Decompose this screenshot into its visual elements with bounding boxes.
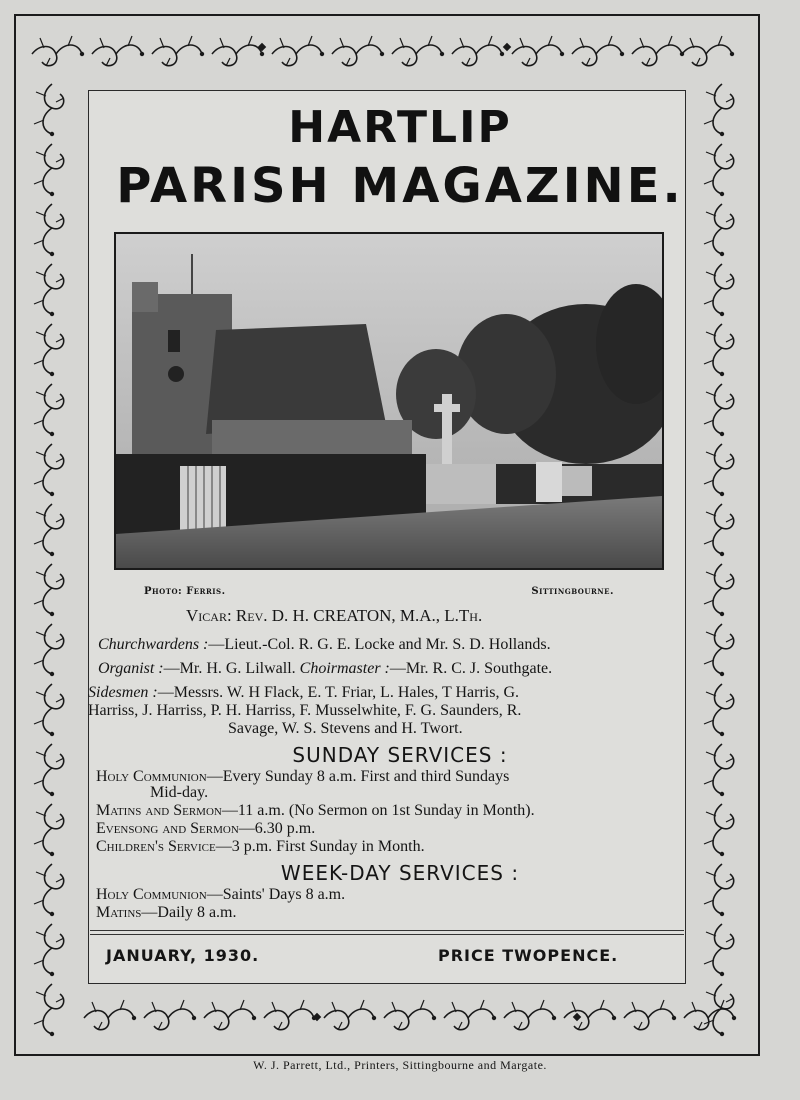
sidesmen-names-1: —Messrs. W. H Flack, E. T. Friar, L. Hales, T Harris, G. xyxy=(157,684,520,701)
sidesmen-line-1 xyxy=(88,684,519,702)
sunday-evensong-line xyxy=(96,820,315,838)
weekday-matins-label: Matins xyxy=(96,904,142,921)
printer-imprint: W. J. Parrett, Ltd., Printers, Sittingbourne and Margate. xyxy=(253,1058,547,1072)
sunday-evensong-label: Evensong and Sermon xyxy=(96,820,239,837)
footer-rule-top xyxy=(90,930,684,931)
sunday-evensong-times: —6.30 p.m. xyxy=(238,820,316,837)
sunday-matins-label: Matins and Sermon xyxy=(96,802,222,819)
issue-date: JANUARY, 1930. xyxy=(106,946,260,965)
sunday-children-label: Children's Service xyxy=(96,838,216,855)
masthead-title-line2: PARISH MAGAZINE. xyxy=(116,158,684,214)
weekday-communion-line xyxy=(96,886,345,904)
vicar-label: Vicar: xyxy=(186,606,232,625)
photo-location: Sittingbourne. xyxy=(531,586,614,597)
churchwardens-names: —Lieut.-Col. R. G. E. Locke and Mr. S. D. Hollands. xyxy=(208,636,551,653)
sidesmen-label: Sidesmen : xyxy=(88,684,158,701)
organist-label: Organist : xyxy=(98,660,164,677)
churchwardens-label: Churchwardens : xyxy=(98,636,209,653)
vicar-name: Rev. D. H. CREATON, M.A., L.Th. xyxy=(235,606,483,625)
choirmaster-name: —Mr. R. C. J. Southgate. xyxy=(389,660,553,677)
sunday-children-times: —3 p.m. First Sunday in Month. xyxy=(215,838,425,855)
sunday-matins-line xyxy=(96,802,535,820)
vicar-line xyxy=(186,606,482,626)
weekday-communion-label: Holy Communion xyxy=(96,886,207,903)
choirmaster-label: Choirmaster : xyxy=(299,660,390,677)
organist-name: —Mr. H. G. Lilwall. xyxy=(163,660,296,677)
footer-rule-top-2 xyxy=(90,934,684,935)
weekday-matins-times: —Daily 8 a.m. xyxy=(141,904,237,921)
weekday-services-heading: WEEK-DAY SERVICES : xyxy=(280,861,520,885)
sunday-communion-midday: Mid-day. xyxy=(150,784,209,801)
sunday-children-line xyxy=(96,838,425,856)
weekday-communion-times: —Saints' Days 8 a.m. xyxy=(206,886,346,903)
weekday-matins-line xyxy=(96,904,237,922)
churchwardens-line xyxy=(98,636,551,654)
sunday-communion-times: —Every Sunday 8 a.m. First and third Sundays xyxy=(206,768,510,785)
issue-price: PRICE TWOPENCE. xyxy=(438,946,619,965)
sidesmen-names-3: Savage, W. S. Stevens and H. Twort. xyxy=(228,720,463,737)
church-photo-illustration xyxy=(116,234,662,568)
sidesmen-names-2: Harriss, J. Harriss, P. H. Harriss, F. Musselwhite, F. G. Saunders, R. xyxy=(88,702,522,719)
sunday-services-heading: SUNDAY SERVICES : xyxy=(292,743,508,767)
sunday-communion-label: Holy Communion xyxy=(96,768,207,785)
photo-credit: Photo: Ferris. xyxy=(144,586,226,597)
masthead-title-line1: HARTLIP xyxy=(288,102,512,153)
organist-line xyxy=(98,660,552,678)
sunday-matins-times: —11 a.m. (No Sermon on 1st Sunday in Month). xyxy=(221,802,535,819)
church-photograph xyxy=(114,232,664,570)
